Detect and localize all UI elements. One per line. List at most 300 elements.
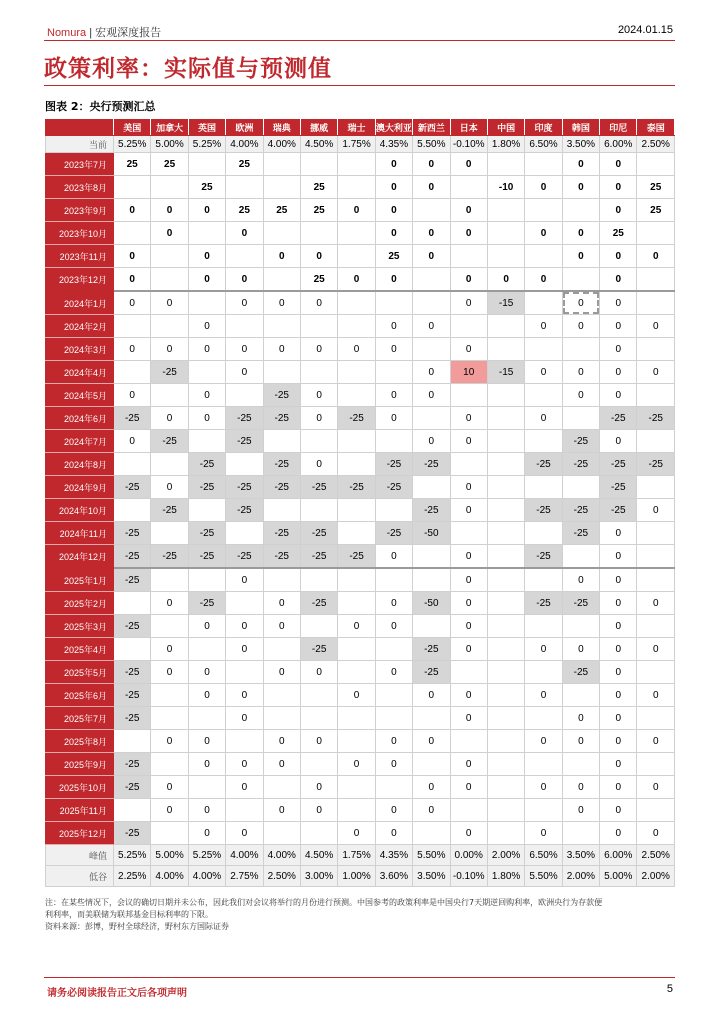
column-header: 瑞典 [263, 120, 300, 136]
table-cell [263, 153, 300, 176]
table-cell [487, 730, 524, 753]
table-cell: 5.00% [600, 866, 637, 887]
table-cell: -25 [151, 499, 188, 522]
table-cell: 0 [188, 199, 225, 222]
table-cell [562, 268, 599, 292]
table-cell: 0 [487, 268, 524, 292]
table-cell: 0 [600, 592, 637, 615]
table-cell: 0 [114, 430, 151, 453]
table-header-row [46, 120, 675, 136]
table-cell: 0 [562, 176, 599, 199]
table-cell: 0 [188, 268, 225, 292]
table-cell: -25 [226, 407, 263, 430]
table-cell [637, 291, 675, 315]
table-cell: 0 [562, 361, 599, 384]
table-cell [487, 430, 524, 453]
table-cell: -15 [487, 291, 524, 315]
table-cell: 0 [600, 153, 637, 176]
table-cell: 0 [600, 268, 637, 292]
table-cell: 0 [188, 384, 225, 407]
table-cell: -25 [300, 522, 337, 545]
table-cell [338, 361, 375, 384]
table-cell: 0 [151, 776, 188, 799]
table-cell [413, 753, 450, 776]
table-cell [487, 822, 524, 845]
row-label: 2024年6月 [46, 407, 114, 430]
table-cell: -25 [226, 430, 263, 453]
table-cell [338, 245, 375, 268]
table-cell [450, 315, 487, 338]
table-row [46, 315, 675, 338]
page-title: 政策利率：实际值与预测值 [44, 55, 332, 82]
peak-row [46, 845, 675, 866]
table-cell: 0 [188, 822, 225, 845]
table-cell [226, 799, 263, 822]
table-cell [338, 176, 375, 199]
table-cell: 0 [338, 615, 375, 638]
table-cell [487, 638, 524, 661]
table-cell: -25 [114, 545, 151, 569]
column-header: 美国 [114, 120, 151, 136]
table-cell: 0 [637, 730, 675, 753]
table-cell: 0 [600, 615, 637, 638]
row-label: 2024年9月 [46, 476, 114, 499]
table-cell: -25 [300, 638, 337, 661]
table-cell: 0 [151, 291, 188, 315]
table-cell: 0 [300, 245, 337, 268]
table-cell: 25 [300, 268, 337, 292]
table-cell: 0 [226, 776, 263, 799]
table-cell [114, 361, 151, 384]
table-cell [226, 384, 263, 407]
table-cell: 25 [226, 199, 263, 222]
table-cell: 0 [263, 615, 300, 638]
table-cell: 0 [338, 268, 375, 292]
table-cell [263, 430, 300, 453]
table-cell: 6.00% [600, 136, 637, 153]
table-cell: 0 [114, 384, 151, 407]
table-cell [338, 776, 375, 799]
table-cell: 4.00% [263, 845, 300, 866]
table-cell: -50 [413, 592, 450, 615]
table-cell: 0 [413, 176, 450, 199]
table-row [46, 568, 675, 592]
table-cell [263, 776, 300, 799]
table-cell [525, 661, 562, 684]
table-cell [263, 638, 300, 661]
table-cell: 25 [637, 176, 675, 199]
table-cell [151, 268, 188, 292]
page-number: 5 [666, 983, 673, 995]
table-cell: -25 [263, 476, 300, 499]
table-row [46, 592, 675, 615]
table-cell: -25 [263, 522, 300, 545]
row-label: 2025年6月 [46, 684, 114, 707]
table-cell: 0 [375, 199, 412, 222]
table-cell: 25 [226, 153, 263, 176]
table-cell: 0 [413, 776, 450, 799]
table-cell: -25 [525, 545, 562, 569]
table-cell: -25 [413, 661, 450, 684]
table-cell [637, 753, 675, 776]
table-cell: -25 [263, 407, 300, 430]
table-cell: -25 [300, 476, 337, 499]
table-row [46, 430, 675, 453]
table-cell: 0 [300, 776, 337, 799]
table-cell [114, 315, 151, 338]
table-cell: 0 [450, 638, 487, 661]
table-cell [114, 222, 151, 245]
table-cell: 0 [562, 153, 599, 176]
table-cell [338, 638, 375, 661]
table-cell: 1.80% [487, 866, 524, 887]
table-cell: -25 [413, 453, 450, 476]
table-cell [413, 615, 450, 638]
column-header: 加拿大 [151, 120, 188, 136]
table-cell [637, 222, 675, 245]
table-cell: 0 [413, 430, 450, 453]
table-cell [375, 361, 412, 384]
table-row [46, 291, 675, 315]
table-cell: 0 [600, 730, 637, 753]
table-cell [487, 545, 524, 569]
table-row [46, 384, 675, 407]
table-cell: 0 [375, 338, 412, 361]
table-cell: 0 [151, 730, 188, 753]
table-cell [450, 176, 487, 199]
note-line-2: 利利率，而美联储为联邦基金目标利率的下限。 [45, 910, 213, 919]
table-cell: 0 [375, 753, 412, 776]
trough-row [46, 866, 675, 887]
table-cell: -25 [114, 753, 151, 776]
table-cell: 0 [226, 638, 263, 661]
row-label: 2023年7月 [46, 153, 114, 176]
table-cell [263, 176, 300, 199]
column-header: 韩国 [562, 120, 599, 136]
table-cell: -25 [637, 453, 675, 476]
footer-rule [44, 977, 675, 978]
table-cell: 3.60% [375, 866, 412, 887]
table-cell: -25 [600, 476, 637, 499]
table-cell [114, 638, 151, 661]
table-cell: 0 [637, 684, 675, 707]
table-row [46, 799, 675, 822]
table-cell: 0 [450, 476, 487, 499]
row-label: 2025年3月 [46, 615, 114, 638]
table-cell [562, 615, 599, 638]
table-cell [487, 476, 524, 499]
brand-name: Nomura [47, 27, 87, 39]
table-cell: 0 [525, 638, 562, 661]
table-cell: 0 [226, 291, 263, 315]
table-cell: -25 [338, 545, 375, 569]
row-label: 2025年1月 [46, 568, 114, 592]
table-cell: 0 [375, 661, 412, 684]
row-label: 2024年10月 [46, 499, 114, 522]
table-cell: -25 [562, 522, 599, 545]
table-cell: -25 [525, 499, 562, 522]
table-cell: 0 [562, 776, 599, 799]
table-cell [525, 338, 562, 361]
row-label: 2023年12月 [46, 268, 114, 292]
table-cell [226, 453, 263, 476]
column-header: 欧洲 [226, 120, 263, 136]
table-cell [487, 407, 524, 430]
table-cell [263, 222, 300, 245]
table-cell: 0.00% [450, 845, 487, 866]
table-cell: 0 [338, 684, 375, 707]
table-cell: 0 [525, 684, 562, 707]
column-header: 泰国 [637, 120, 675, 136]
current-row [46, 136, 675, 153]
column-header: 澳大利亚 [375, 120, 412, 136]
table-cell: 0 [600, 361, 637, 384]
table-cell: 0 [600, 199, 637, 222]
column-header: 瑞士 [338, 120, 375, 136]
table-cell: -25 [114, 776, 151, 799]
table-cell [525, 568, 562, 592]
table-cell: 0 [413, 384, 450, 407]
table-cell [188, 361, 225, 384]
table-row [46, 222, 675, 245]
table-cell: 0 [600, 522, 637, 545]
table-cell [525, 384, 562, 407]
column-header: 英国 [188, 120, 225, 136]
table-cell [226, 592, 263, 615]
table-cell: -25 [114, 615, 151, 638]
table-cell: 5.00% [151, 136, 188, 153]
table-cell [450, 245, 487, 268]
table-cell: 0 [600, 707, 637, 730]
table-cell: 0 [637, 638, 675, 661]
row-label: 2024年2月 [46, 315, 114, 338]
table-cell: 0 [375, 176, 412, 199]
table-cell: -15 [487, 361, 524, 384]
table-row [46, 499, 675, 522]
table-cell [562, 199, 599, 222]
table-row [46, 753, 675, 776]
table-cell: 0 [300, 338, 337, 361]
table-cell [375, 568, 412, 592]
brand-subtitle: | 宏观深度报告 [89, 27, 162, 39]
table-cell: 0 [114, 245, 151, 268]
table-row [46, 153, 675, 176]
table-cell [450, 799, 487, 822]
table-cell: 0 [114, 199, 151, 222]
table-cell: -25 [114, 476, 151, 499]
table-cell [413, 707, 450, 730]
table-cell [151, 753, 188, 776]
table-cell [114, 453, 151, 476]
table-cell: 0 [263, 291, 300, 315]
table-cell [300, 499, 337, 522]
table-cell: 2.00% [487, 845, 524, 866]
table-cell [188, 499, 225, 522]
table-cell: 2.50% [637, 845, 675, 866]
table-cell: 1.00% [338, 866, 375, 887]
table-cell: 0 [562, 638, 599, 661]
table-cell: 0 [450, 753, 487, 776]
table-cell: 0 [525, 361, 562, 384]
table-cell: 10 [450, 361, 487, 384]
table-cell [525, 245, 562, 268]
table-cell [263, 684, 300, 707]
table-cell [525, 753, 562, 776]
table-cell: -25 [114, 684, 151, 707]
table-cell [300, 153, 337, 176]
table-row [46, 407, 675, 430]
table-cell: 3.50% [562, 136, 599, 153]
table-cell: -0.10% [450, 866, 487, 887]
row-label: 2024年8月 [46, 453, 114, 476]
row-label: 2023年8月 [46, 176, 114, 199]
table-cell: -25 [562, 430, 599, 453]
table-cell: 0 [637, 245, 675, 268]
table-cell: 0 [600, 315, 637, 338]
row-label: 2024年7月 [46, 430, 114, 453]
row-label: 2025年8月 [46, 730, 114, 753]
table-cell: 0 [300, 407, 337, 430]
table-cell: 0 [151, 661, 188, 684]
table-cell: 0 [188, 407, 225, 430]
table-cell [338, 568, 375, 592]
table-cell [338, 799, 375, 822]
table-cell: 0 [188, 661, 225, 684]
table-cell: 0 [450, 568, 487, 592]
table-cell [562, 545, 599, 569]
table-row [46, 245, 675, 268]
table-cell [338, 661, 375, 684]
table-cell [114, 592, 151, 615]
table-cell [487, 707, 524, 730]
table-cell: 0 [450, 707, 487, 730]
table-cell: 5.50% [525, 866, 562, 887]
table-cell [450, 453, 487, 476]
table-row [46, 476, 675, 499]
table-cell: 5.50% [413, 136, 450, 153]
table-cell: 0 [525, 822, 562, 845]
row-label: 2024年11月 [46, 522, 114, 545]
table-cell: 0 [562, 707, 599, 730]
table-cell: 0 [450, 407, 487, 430]
table-cell: -25 [263, 384, 300, 407]
table-row [46, 684, 675, 707]
table-cell [263, 315, 300, 338]
table-cell [487, 568, 524, 592]
table-cell [338, 499, 375, 522]
table-cell [114, 176, 151, 199]
row-label: 2025年9月 [46, 753, 114, 776]
table-cell [637, 799, 675, 822]
table-cell [637, 615, 675, 638]
table-cell [151, 615, 188, 638]
table-cell: 1.80% [487, 136, 524, 153]
table-cell: 2.50% [263, 866, 300, 887]
table-cell [375, 707, 412, 730]
table-cell: 0 [375, 315, 412, 338]
table-cell: 0 [263, 799, 300, 822]
table-cell: 0 [226, 615, 263, 638]
table-cell: 4.50% [300, 136, 337, 153]
table-cell [487, 615, 524, 638]
table-cell [151, 176, 188, 199]
table-cell: 0 [525, 222, 562, 245]
table-cell: 2.75% [226, 866, 263, 887]
table-cell: 0 [375, 407, 412, 430]
table-cell: -25 [114, 822, 151, 845]
report-date: 2024.01.15 [617, 24, 673, 36]
table-cell [338, 430, 375, 453]
table-cell: 0 [562, 222, 599, 245]
table-cell: 0 [600, 661, 637, 684]
table-cell: 5.25% [188, 845, 225, 866]
table-cell: 4.00% [226, 136, 263, 153]
table-cell: 0 [375, 222, 412, 245]
table-cell: 0 [600, 245, 637, 268]
table-cell: 0 [263, 730, 300, 753]
table-cell: -25 [188, 592, 225, 615]
table-cell [562, 338, 599, 361]
table-cell: 2.00% [562, 866, 599, 887]
table-cell [450, 384, 487, 407]
table-cell: 0 [375, 799, 412, 822]
table-cell [151, 568, 188, 592]
table-cell [188, 222, 225, 245]
table-cell [338, 153, 375, 176]
table-cell: 0 [637, 592, 675, 615]
table-row [46, 707, 675, 730]
table-row [46, 615, 675, 638]
table-cell: 0 [413, 222, 450, 245]
table-cell: 0 [263, 245, 300, 268]
table-cell: -25 [188, 545, 225, 569]
table-cell [114, 799, 151, 822]
table-cell: -25 [375, 476, 412, 499]
table-cell: 0 [375, 153, 412, 176]
table-cell: 0 [300, 384, 337, 407]
table-cell [263, 361, 300, 384]
table-cell [188, 153, 225, 176]
column-header: 挪威 [300, 120, 337, 136]
table-cell [562, 684, 599, 707]
table-cell: 0 [562, 245, 599, 268]
table-cell: 5.25% [114, 845, 151, 866]
table-cell: 0 [151, 592, 188, 615]
table-cell: -25 [562, 661, 599, 684]
table-cell [413, 822, 450, 845]
notes [45, 897, 685, 933]
table-cell: -25 [188, 453, 225, 476]
table-cell [338, 384, 375, 407]
table-cell: 0 [188, 799, 225, 822]
table-cell: -25 [300, 545, 337, 569]
table-cell: 0 [600, 822, 637, 845]
table-cell [487, 338, 524, 361]
table-cell [487, 799, 524, 822]
table-cell: 0 [525, 268, 562, 292]
table-cell: 25 [300, 176, 337, 199]
table-cell: 0 [375, 615, 412, 638]
table-cell [151, 384, 188, 407]
table-cell: 0 [375, 822, 412, 845]
brand [47, 24, 161, 40]
table-cell [487, 753, 524, 776]
table-cell: 0 [151, 407, 188, 430]
table-cell [151, 522, 188, 545]
table-cell: -25 [562, 453, 599, 476]
table-cell: 0 [300, 453, 337, 476]
table-cell: 0 [413, 361, 450, 384]
